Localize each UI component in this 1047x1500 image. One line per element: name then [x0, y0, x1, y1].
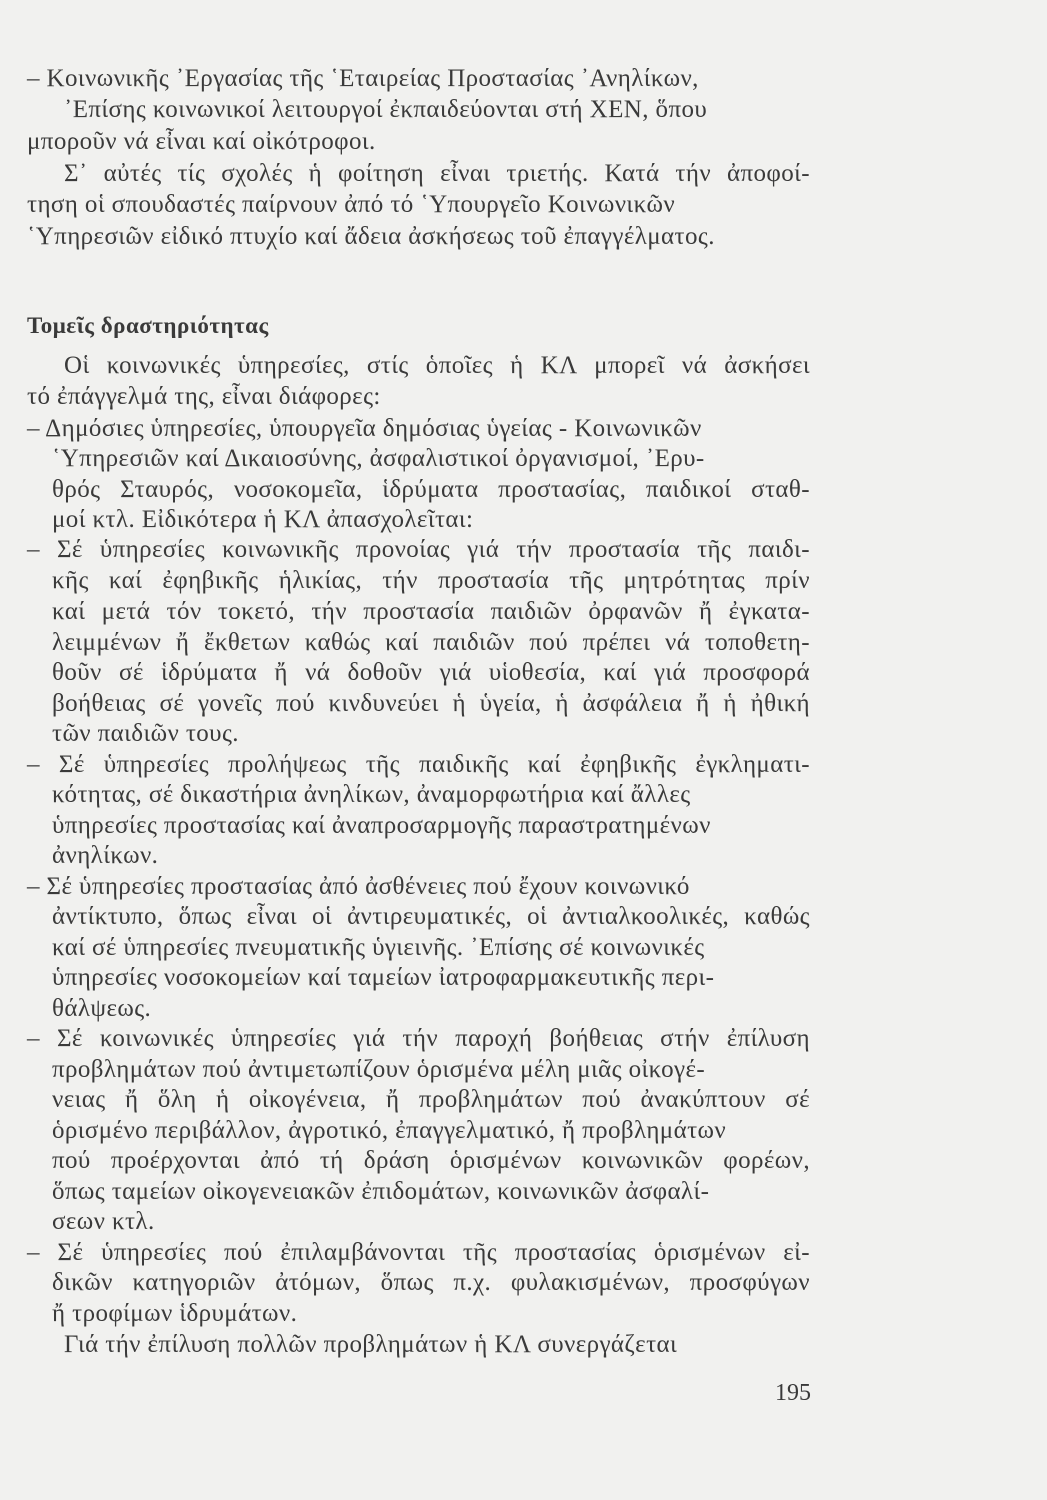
- text-line: τό ἐπάγγελμά της, εἶναι διάφορες:: [27, 383, 381, 410]
- text-line: ἤ τροφίμων ἱδρυμάτων.: [52, 1300, 298, 1327]
- text-line: δικῶν κατηγοριῶν ἀτόμων, ὅπως π.χ. φυλακισμένων, προσφύγων: [52, 1269, 810, 1296]
- text-line: μοί κτλ. Εἰδικότερα ἡ ΚΛ ἀπασχολεῖται:: [52, 506, 474, 533]
- text-line: – Σέ ὑπηρεσίες προλήψεως τῆς παιδικῆς καί ἐφηβικῆς ἐγκληματι-: [27, 751, 811, 778]
- text-line: νειας ἤ ὅλη ἡ οἰκογένεια, ἤ προβλημάτων πού ἀνακύπτουν σέ: [52, 1086, 810, 1113]
- text-line: λειμμένων ἤ ἔκθετων καθώς καί παιδιῶν πού πρέπει νά τοποθετη-: [52, 629, 811, 656]
- text-line: Γιά τήν ἐπίλυση πολλῶν προβλημάτων ἡ ΚΛ συνεργάζεται: [64, 1331, 678, 1358]
- text-line: θάλψεως.: [52, 995, 152, 1022]
- text-line: – Σέ ὑπηρεσίες πού ἐπιλαμβάνονται τῆς προστασίας ὁρισμένων εἰ-: [27, 1239, 810, 1266]
- section-heading: Τομεῖς δραστηριότητας: [27, 313, 269, 338]
- text-line: ὅπως ταμείων οἰκογενειακῶν ἐπιδομάτων, κοινωνικῶν ἀσφαλί-: [52, 1178, 710, 1205]
- text-line: ὑπηρεσίες προστασίας καί ἀναπροσαρμογῆς παραστρατημένων: [52, 812, 711, 839]
- text-line: βοήθειας σέ γονεῖς πού κινδυνεύει ἡ ὑγεία, ἡ ἀσφάλεια ἤ ἡ ἠθική: [52, 690, 811, 717]
- text-line: – Κοινωνικῆς ᾿Εργασίας τῆς ῾Εταιρείας Προστασίας ᾿Ανηλίκων,: [27, 65, 699, 92]
- text-line: – Δημόσιες ὑπηρεσίες, ὑπουργεῖα δημόσιας ὑγείας - Κοινωνικῶν: [27, 415, 702, 442]
- text-line: ῾Υπηρεσιῶν καί Δικαιοσύνης, ἀσφαλιστικοί ὀργανισμοί, ᾿Ερυ-: [52, 445, 705, 472]
- text-line: προβλημάτων πού ἀντιμετωπίζουν ὁρισμένα μέλη μιᾶς οἰκογέ-: [52, 1056, 706, 1083]
- text-line: καί σέ ὑπηρεσίες πνευματικῆς ὑγιεινῆς. ᾿Επίσης σέ κοινωνικές: [52, 934, 705, 961]
- text-line: ᾿Επίσης κοινωνικοί λειτουργοί ἐκπαιδεύονται στή ΧΕΝ, ὅπου: [64, 96, 708, 123]
- text-line: κότητας, σέ δικαστήρια ἀνηλίκων, ἀναμορφωτήρια καί ἄλλες: [52, 781, 691, 808]
- text-line: καί μετά τόν τοκετό, τήν προστασία παιδιῶν ὀρφανῶν ἤ ἐγκατα-: [52, 598, 810, 625]
- text-line: Σ᾿ αὐτές τίς σχολές ἡ φοίτηση εἶναι τριετής. Κατά τήν ἀποφοί-: [64, 160, 810, 187]
- text-line: θρός Σταυρός, νοσοκομεῖα, ἱδρύματα προστασίας, παιδικοί σταθ-: [52, 476, 810, 503]
- page-number: 195: [775, 1380, 811, 1406]
- text-line: τηση οἱ σπουδαστές παίρνουν ἀπό τό ῾Υπουργεῖο Κοινωνικῶν: [27, 191, 676, 218]
- text-line: ὁρισμένο περιβάλλον, ἀγροτικό, ἐπαγγελματικό, ἤ προβλημάτων: [52, 1117, 727, 1144]
- text-line: – Σέ ὑπηρεσίες κοινωνικῆς προνοίας γιά τήν προστασία τῆς παιδι-: [27, 536, 811, 563]
- text-line: Οἱ κοινωνικές ὑπηρεσίες, στίς ὁποῖες ἡ ΚΛ μπορεῖ νά ἀσκήσει: [64, 352, 810, 379]
- text-line: θοῦν σέ ἱδρύματα ἤ νά δοθοῦν γιά υἱοθεσία, καί γιά προσφορά: [52, 659, 810, 686]
- text-line: σεων κτλ.: [52, 1208, 155, 1235]
- text-line: κῆς καί ἐφηβικῆς ἡλικίας, τήν προστασία τῆς μητρότητας πρίν: [52, 567, 811, 594]
- text-line: ἀντίκτυπο, ὅπως εἶναι οἱ ἀντιρευματικές, οἱ ἀντιαλκοολικές, καθώς: [52, 903, 810, 930]
- text-line: ὑπηρεσίες νοσοκομείων καί ταμείων ἰατροφαρμακευτικῆς περι-: [52, 964, 715, 991]
- text-line: ἀνηλίκων.: [52, 842, 159, 869]
- text-line: – Σέ ὑπηρεσίες προστασίας ἀπό ἀσθένειες πού ἔχουν κοινωνικό: [27, 873, 690, 900]
- text-line: ῾Υπηρεσιῶν εἰδικό πτυχίο καί ἄδεια ἀσκήσεως τοῦ ἐπαγγέλματος.: [27, 223, 715, 250]
- text-line: τῶν παιδιῶν τους.: [52, 720, 239, 747]
- text-line: μποροῦν νά εἶναι καί οἰκότροφοι.: [27, 128, 376, 155]
- text-line: πού προέρχονται ἀπό τή δράση ὁρισμένων κοινωνικῶν φορέων,: [52, 1147, 810, 1174]
- text-line: – Σέ κοινωνικές ὑπηρεσίες γιά τήν παροχή βοήθειας στήν ἐπίλυση: [27, 1025, 810, 1052]
